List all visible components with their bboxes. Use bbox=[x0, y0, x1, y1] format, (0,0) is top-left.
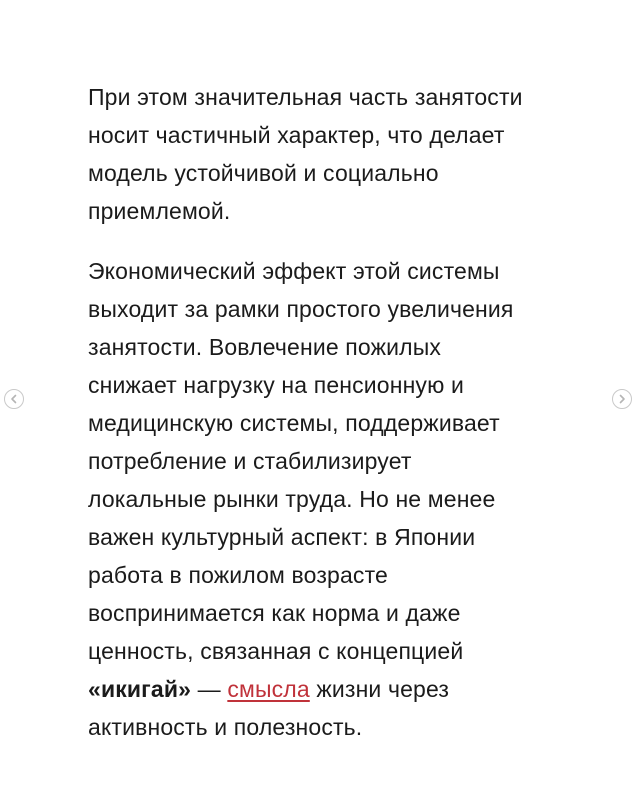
text-line: жизни через bbox=[309, 676, 450, 702]
text-line: медицинскую системы, поддерживает bbox=[88, 410, 500, 436]
text-line: ценность, связанная с концепцией bbox=[88, 638, 464, 664]
em-dash: — bbox=[191, 676, 228, 702]
paragraph-economic-effect bbox=[88, 252, 588, 746]
text-line: занятости. Вовлечение пожилых bbox=[88, 334, 442, 360]
article-text bbox=[88, 78, 588, 746]
text-line: носит частичный характер, что делает bbox=[88, 122, 505, 148]
ikigai-term: «икигай» bbox=[88, 676, 192, 702]
text-line: снижает нагрузку на пенсионную и bbox=[88, 372, 465, 398]
text-line: выходит за рамки простого увеличения bbox=[88, 296, 514, 322]
text-line: Экономический эффект этой системы bbox=[88, 258, 500, 284]
text-line: потребление и стабилизирует bbox=[88, 448, 412, 474]
text-line: модель устойчивой и социально bbox=[88, 160, 439, 186]
meaning-link[interactable]: смысла bbox=[227, 676, 310, 702]
text-line: локальные рынки труда. Но не менее bbox=[88, 486, 496, 512]
text-line: активность и полезность. bbox=[88, 714, 363, 740]
chevron-right-icon bbox=[618, 394, 626, 404]
text-line: При этом значительная часть занятости bbox=[88, 84, 523, 110]
carousel-prev-button[interactable] bbox=[4, 389, 24, 409]
chevron-left-icon bbox=[10, 394, 18, 404]
paragraph-part-time-employment bbox=[88, 78, 588, 230]
text-line: работа в пожилом возрасте bbox=[88, 562, 388, 588]
text-line: воспринимается как норма и даже bbox=[88, 600, 461, 626]
carousel-next-button[interactable] bbox=[612, 389, 632, 409]
text-line: приемлемой. bbox=[88, 198, 231, 224]
text-line: важен культурный аспект: в Японии bbox=[88, 524, 476, 550]
